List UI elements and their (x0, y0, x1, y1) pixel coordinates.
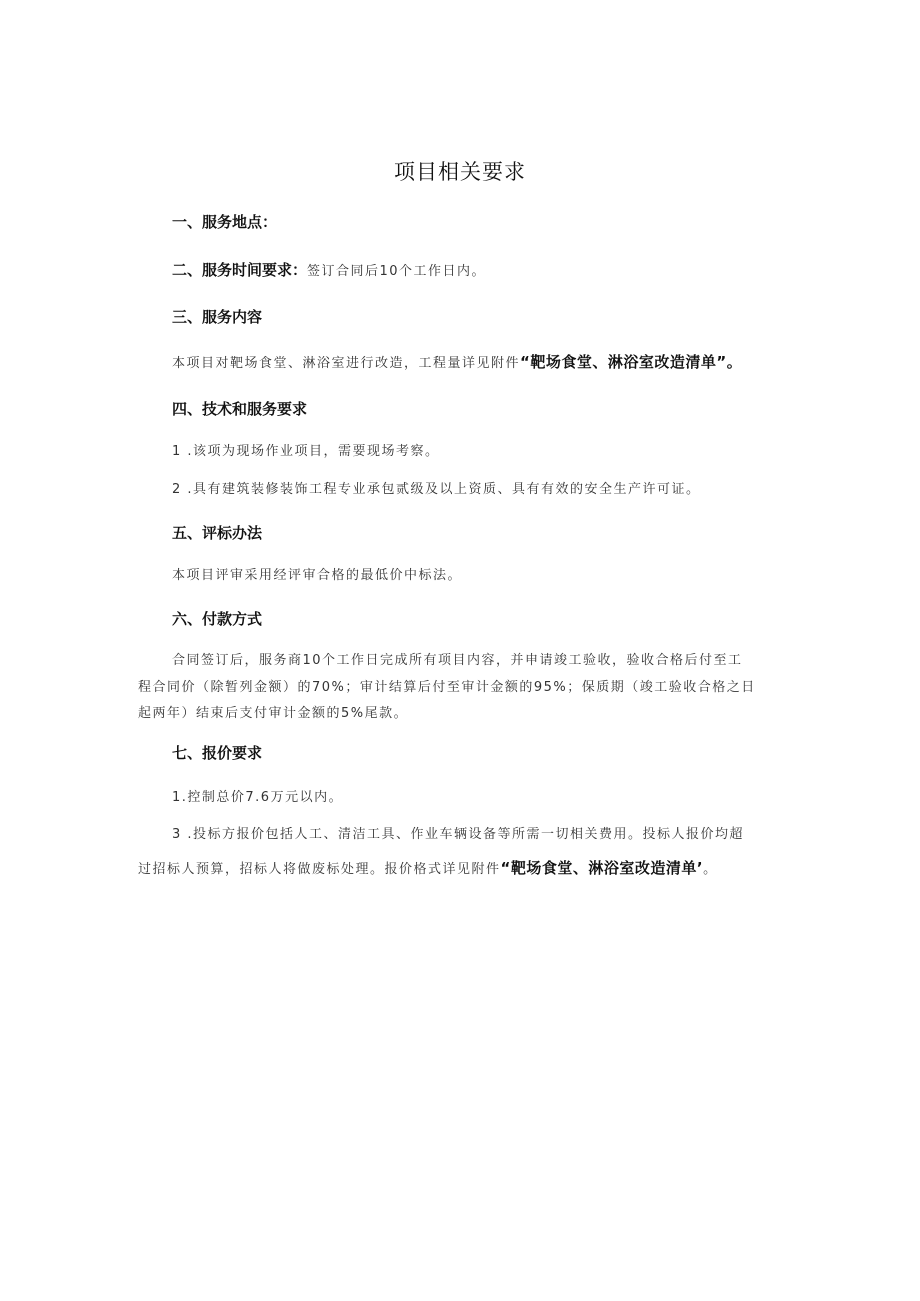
service-content-paragraph (172, 351, 742, 375)
heading-quotation-requirements: 七、报价要求 (172, 744, 263, 762)
quotation-item-3-text: 过招标人预算，招标人将做废标处理。报价格式详见附件 (138, 862, 501, 877)
quotation-item-3-end: 。 (703, 862, 718, 877)
service-content-text: 本项目对靶场食堂、淋浴室进行改造，工程量详见附件 (172, 356, 521, 371)
heading-service-content: 三、服务内容 (172, 308, 263, 326)
heading-service-time (172, 259, 486, 283)
quotation-attachment-reference: “靶场食堂、淋浴室改造清单’ (500, 859, 704, 877)
page-title: 项目相关要求 (394, 160, 526, 184)
heading-evaluation-method: 五、评标办法 (172, 524, 263, 542)
evaluation-method-text: 本项目评审采用经评审合格的最低价中标法。 (172, 568, 463, 583)
payment-line-1: 合同签订后，服务商10个工作日完成所有项目内容，并申请竣工验收，验收合格后付至工 (172, 653, 743, 668)
heading-payment-method: 六、付款方式 (172, 610, 263, 628)
quotation-item-3-line-1: 3 .投标方报价包括人工、清洁工具、作业车辆设备等所需一切相关费用。投标人报价均超 (172, 827, 745, 842)
tech-requirement-item-2: 2 .具有建筑装修装饰工程专业承包贰级及以上资质、具有有效的安全生产许可证。 (172, 482, 701, 497)
heading-service-location: 一、服务地点： (172, 213, 278, 231)
quotation-item-3-line-2 (138, 857, 718, 881)
quotation-item-1: 1.控制总价7.6万元以内。 (172, 790, 344, 805)
payment-line-2: 程合同价（除暂列金额）的70%；审计结算后付至审计金额的95%；保质期（竣工验收合格之日 (138, 680, 756, 695)
attachment-reference: “靶场食堂、淋浴室改造清单”。 (520, 353, 743, 371)
heading-tech-requirements: 四、技术和服务要求 (172, 400, 308, 418)
service-time-text: 签订合同后10个工作日内。 (307, 264, 487, 279)
heading-service-time-label: 二、服务时间要求： (172, 261, 308, 279)
payment-line-3: 起两年）结束后支付审计金额的5%尾款。 (138, 706, 409, 721)
tech-requirement-item-1: 1 .该项为现场作业项目，需要现场考察。 (172, 444, 440, 459)
